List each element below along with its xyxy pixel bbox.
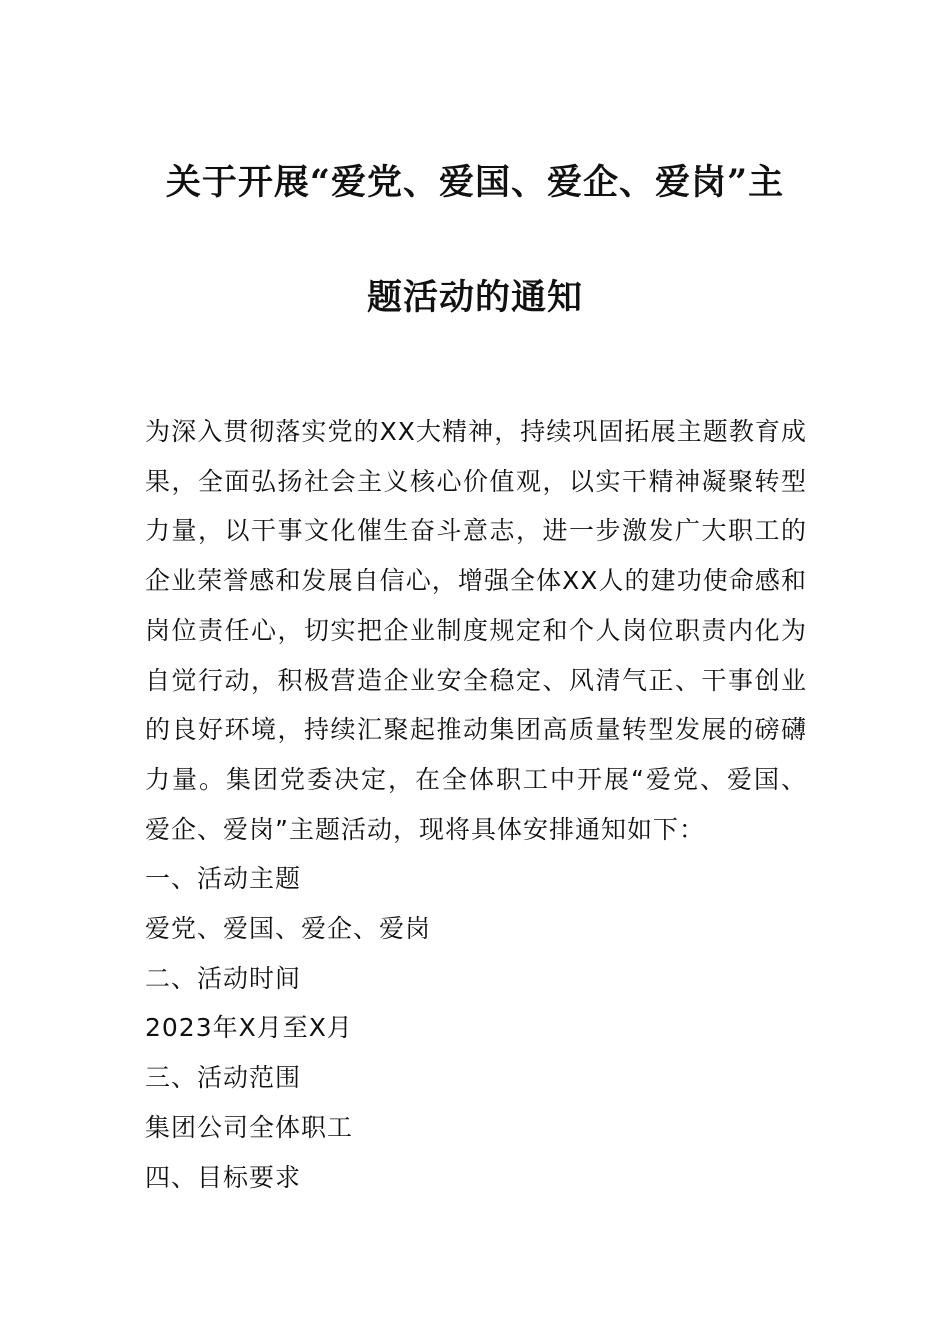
section-3-heading: 三、活动范围 bbox=[145, 1063, 302, 1093]
section-2-content: 2023年X月至X月 bbox=[145, 1013, 353, 1043]
section-4-heading: 四、目标要求 bbox=[145, 1162, 302, 1192]
document-title-line-1: 关于开展“爱党、爱国、爱企、爱岗”主 bbox=[165, 162, 785, 203]
document-body bbox=[145, 407, 807, 1202]
section-1-heading: 一、活动主题 bbox=[145, 864, 302, 894]
section-2-heading: 二、活动时间 bbox=[145, 963, 302, 993]
section-1-content: 爱党、爱国、爱企、爱岗 bbox=[145, 914, 432, 944]
intro-paragraph: 为深入贯彻落实党的XX大精神，持续巩固拓展主题教育成果，全面弘扬社会主义核心价值观，以实干精神凝聚转型力量，以干事文化催生奋斗意志，进一步激发广大职工的企业荣誉感和发展自信心，增强全体XX人的建功使命感和岗位责任心，切实把企业制度规定和个人岗位职责内化为自觉行动，积极营造企业安全稳定、风清气正、干事创业的良好环境，持续汇聚起推动集团高质量转型发展的磅礴力量。集团党委决定，在全体职工中开展“爱党、爱国、爱企、爱岗”主题活动，现将具体安排通知如下： bbox=[145, 417, 807, 844]
document-title-line-2: 题活动的通知 bbox=[366, 277, 583, 318]
section-3-content: 集团公司全体职工 bbox=[145, 1112, 354, 1142]
